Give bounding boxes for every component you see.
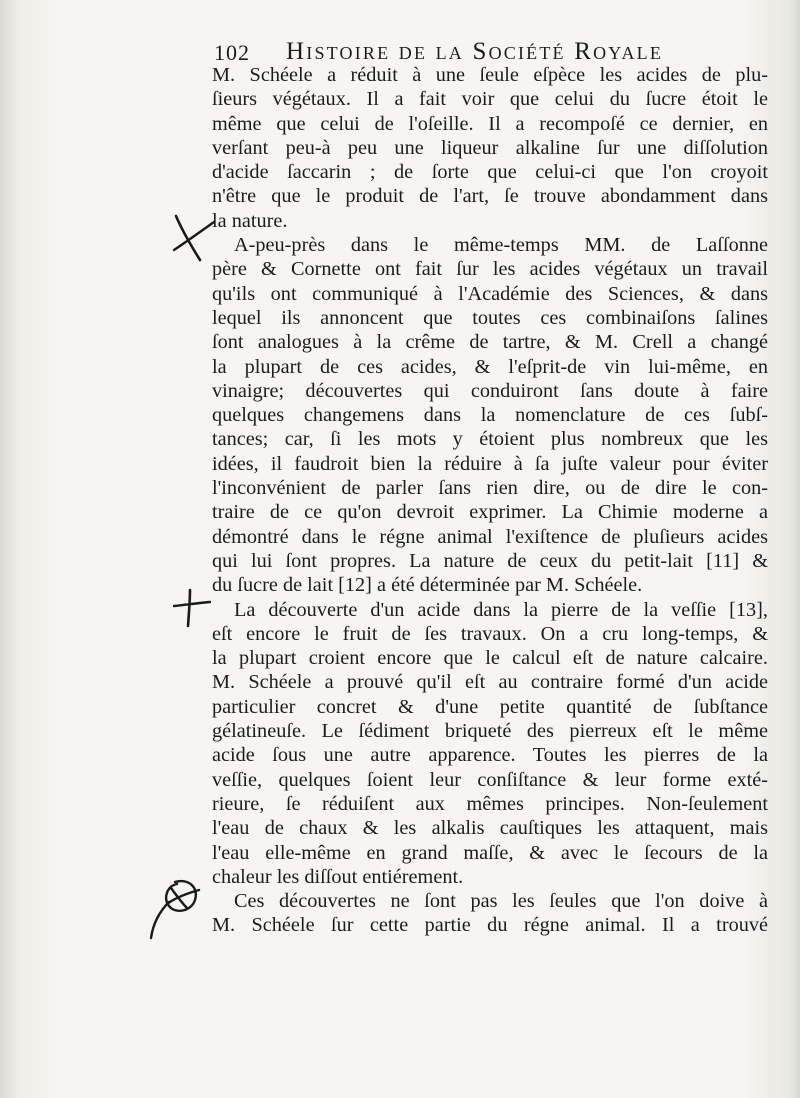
paragraph-1 <box>212 63 768 233</box>
text-line: du ſucre de lait [12] a été déterminée par M. Schéele. <box>212 574 643 597</box>
body-text <box>212 63 768 938</box>
text-line: l'inconvénient de parler ſans rien dire, ou de dire le con- <box>212 477 768 500</box>
text-line: lequel ils annoncent que toutes ces combinaiſons ſalines <box>212 306 768 329</box>
text-line: père & Cornette ont fait ſur les acides végétaux un travail <box>212 258 768 281</box>
running-title: Histoire de la Société Royale <box>286 38 664 65</box>
text-line: gélatineuſe. Le ſédiment briqueté des pierreux eſt le même <box>212 720 768 743</box>
cross-mark-icon <box>170 210 218 266</box>
text-line: acide ſous une autre apparence. Toutes les pierres de la <box>212 744 768 767</box>
plus-mark-icon <box>170 586 214 630</box>
page-number: 102 <box>214 40 250 65</box>
text-line: l'eau de chaux & les alkalis cauſtiques les attaquent, mais <box>212 817 768 840</box>
text-line: idées, il faudroit bien la réduire à ſa juſte valeur pour éviter <box>212 452 768 475</box>
text-line: M. Schéele ſur cette partie du régne animal. Il a trouvé <box>212 914 768 937</box>
text-line: qui lui ſont propres. La nature de ceux du petit-lait [11] & <box>212 549 768 572</box>
text-line: verſant peu-à peu une liqueur alkaline ſur une diſſolution <box>212 136 768 159</box>
text-line: M. Schéele a prouvé qu'il eſt au contraire formé d'un acide <box>212 671 768 694</box>
text-line: qu'ils ont communiqué à l'Académie des Sciences, & dans <box>212 282 768 305</box>
text-line: Ces découvertes ne ſont pas les ſeules que l'on doive à <box>234 890 768 913</box>
text-line: particulier concret & d'une petite quantité de ſubſtance <box>212 695 768 718</box>
text-line: démontré dans le régne animal l'exiſtence de pluſieurs acides <box>212 525 768 548</box>
text-line: La découverte d'un acide dans la pierre de la veſſie [13], <box>234 598 768 621</box>
text-line: la plupart croient encore que le calcul eſt de nature calcaire. <box>212 647 768 670</box>
text-line: rieure, ſe réduiſent aux mêmes principes. Non-ſeulement <box>212 792 768 815</box>
text-line: n'être que le produit de l'art, ſe trouve abondamment dans <box>212 185 768 208</box>
text-line: traire de ce qu'on devroit exprimer. La Chimie moderne a <box>212 501 768 524</box>
text-line: d'acide ſaccarin ; de ſorte que celui-ci que l'on croyoit <box>212 161 768 184</box>
circled-cross-mark-icon <box>145 868 211 944</box>
text-line: veſſie, quelques ſoient leur conſiſtance & leur forme exté- <box>212 768 768 791</box>
text-line: même que celui de l'oſeille. Il a recompoſé ce dernier, en <box>212 112 768 135</box>
text-line: eſt encore le fruit de ſes travaux. On a cru long-temps, & <box>212 622 768 645</box>
text-line: quelques changemens dans la nomenclature de ces ſubſ- <box>212 404 768 427</box>
paragraph-3 <box>212 598 768 890</box>
text-line: ſieurs végétaux. Il a fait voir que celui du ſucre étoit le <box>212 88 768 111</box>
text-line: la plupart de ces acides, & l'eſprit-de vin lui-même, en <box>212 355 768 378</box>
text-line: tances; car, ſi les mots y étoient plus nombreux que les <box>212 428 768 451</box>
text-line: vinaigre; découvertes qui conduiront ſans doute à faire <box>212 379 768 402</box>
text-line: ſont analogues à la crême de tartre, & M. Crell a changé <box>212 331 768 354</box>
text-line: A-peu-près dans le même-temps MM. de Laſſonne <box>234 234 768 257</box>
text-line: chaleur les diſſout entiérement. <box>212 865 464 888</box>
paragraph-4 <box>212 889 768 938</box>
text-line: l'eau elle-même en grand maſſe, & avec le ſecours de la <box>212 841 768 864</box>
text-line: la nature. <box>212 209 288 232</box>
paragraph-2 <box>212 233 768 597</box>
text-line: M. Schéele a réduit à une ſeule eſpèce les acides de plu- <box>212 64 768 86</box>
